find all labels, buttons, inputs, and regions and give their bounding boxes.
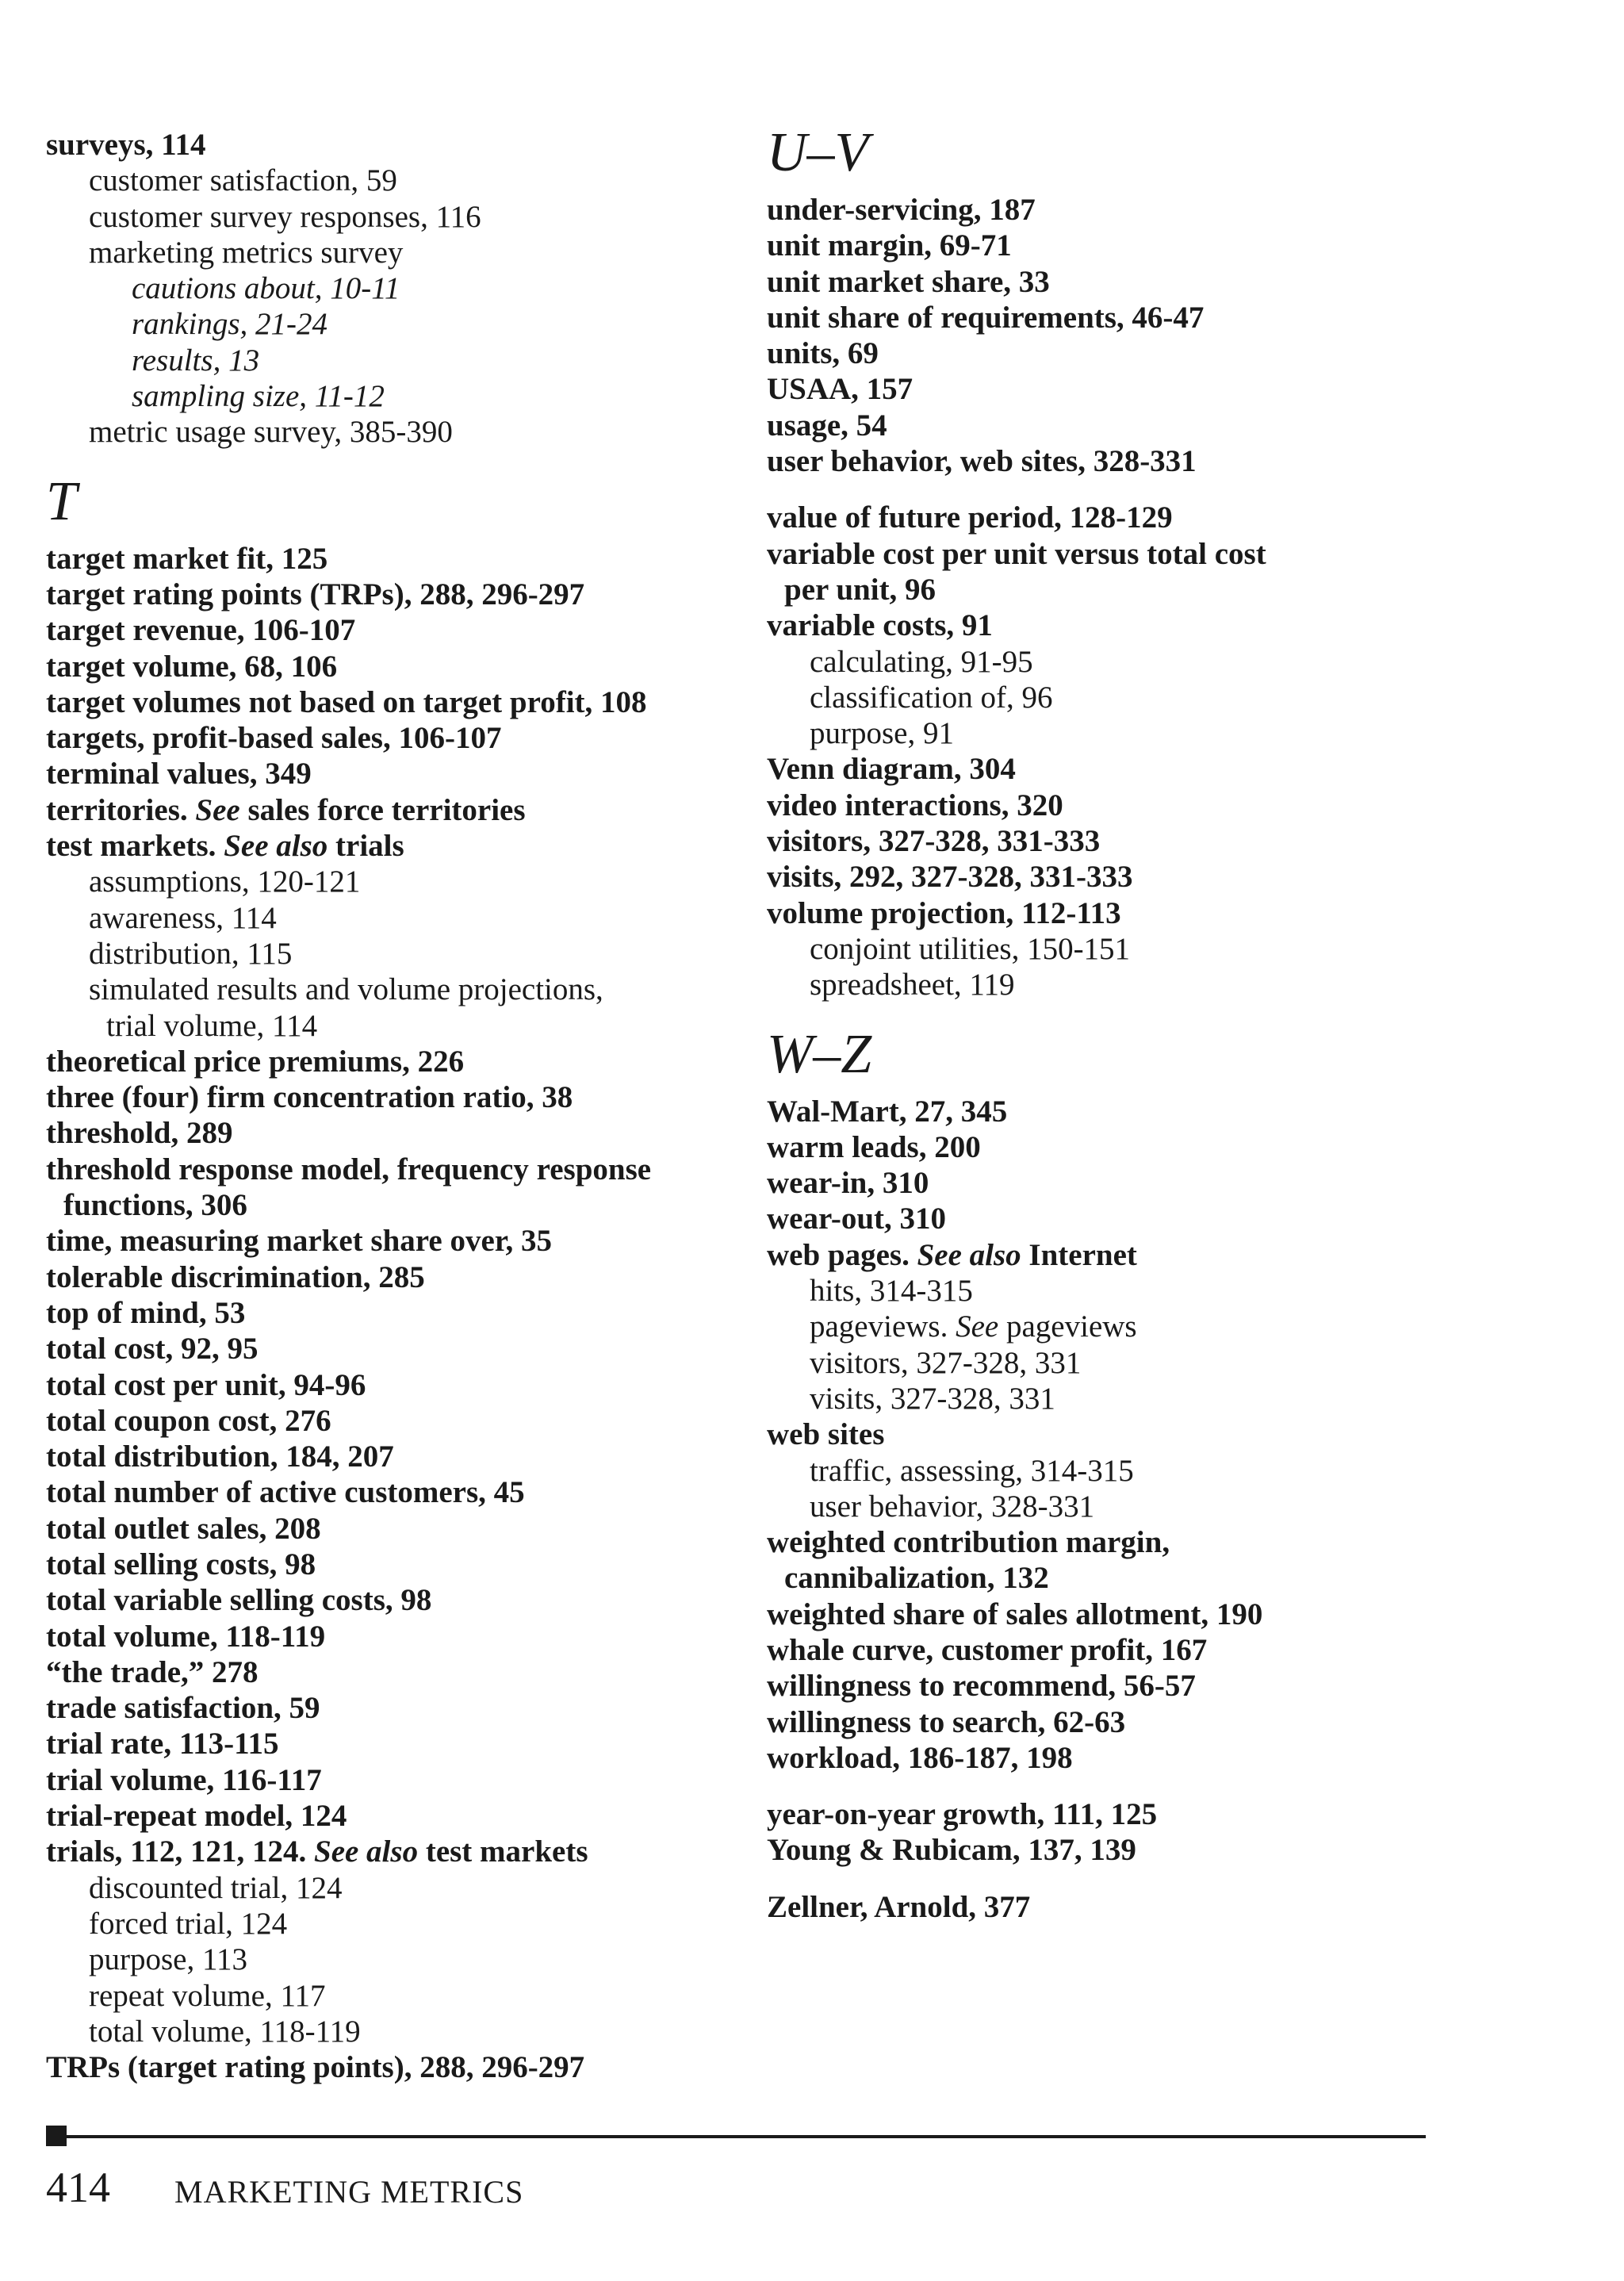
- index-subentry: customer survey responses, 116: [89, 199, 481, 234]
- index-entry: target revenue, 106-107: [46, 613, 356, 648]
- entry-text: test markets.: [46, 829, 224, 864]
- index-entry: willingness to recommend, 56-57: [767, 1669, 1196, 1704]
- see-reference: See also: [314, 1834, 419, 1869]
- index-subentry: purpose, 91: [810, 716, 954, 751]
- index-subentry: classification of, 96: [810, 680, 1053, 715]
- index-entry: target volume, 68, 106: [46, 649, 338, 684]
- index-entry: units, 69: [767, 336, 879, 371]
- index-entry: target volumes not based on target profit, 108: [46, 684, 647, 719]
- index-entry: targets, profit-based sales, 106-107: [46, 721, 502, 756]
- index-entry: time, measuring market share over, 35: [46, 1224, 552, 1259]
- see-target: trials: [327, 829, 404, 864]
- index-subentry: hits, 314-315: [810, 1274, 973, 1309]
- index-entry: user behavior, web sites, 328-331: [767, 444, 1197, 479]
- index-entry: cannibalization, 132: [784, 1561, 1049, 1596]
- index-entry: unit margin, 69-71: [767, 228, 1012, 263]
- entry-group-gap: [767, 479, 1465, 500]
- index-entry: unit share of requirements, 46-47: [767, 300, 1205, 335]
- index-subentry: calculating, 91-95: [810, 644, 1033, 679]
- index-entry: volume projection, 112-113: [767, 895, 1121, 930]
- index-subentry: user behavior, 328-331: [810, 1489, 1095, 1524]
- index-entry: web sites: [767, 1417, 885, 1452]
- entry-text: pageviews.: [810, 1309, 956, 1344]
- index-entry: usage, 54: [767, 408, 887, 443]
- index-subentry: trial volume, 114: [106, 1008, 318, 1043]
- running-title: MARKETING METRICS: [174, 2174, 524, 2210]
- index-entry: willingness to search, 62-63: [767, 1704, 1126, 1739]
- index-entry: Zellner, Arnold, 377: [767, 1889, 1031, 1924]
- index-subentry: distribution, 115: [89, 936, 293, 971]
- index-entry: value of future period, 128-129: [767, 500, 1173, 535]
- index-entry: total cost, 92, 95: [46, 1332, 259, 1367]
- index-entry: trial rate, 113-115: [46, 1727, 279, 1762]
- entry-text: web pages.: [767, 1237, 917, 1272]
- section-letter-heading: U–V: [767, 122, 869, 183]
- index-entry: target market fit, 125: [46, 541, 328, 576]
- footer-rule: [46, 2135, 1426, 2138]
- index-entry: visitors, 327-328, 331-333: [767, 824, 1101, 859]
- index-entry: functions, 306: [63, 1188, 247, 1223]
- index-subentry: spreadsheet, 119: [810, 968, 1015, 1002]
- index-entry: weighted contribution margin,: [767, 1525, 1170, 1560]
- index-subentry: visits, 327-328, 331: [810, 1381, 1055, 1416]
- index-subentry: [767, 1309, 1465, 1344]
- index-entry: total variable selling costs, 98: [46, 1583, 432, 1618]
- page-number: 414: [46, 2164, 110, 2211]
- index-subsubentry: sampling size, 11-12: [132, 379, 385, 414]
- entry-group-gap: [767, 1776, 1465, 1796]
- index-entry: threshold, 289: [46, 1116, 233, 1151]
- index-entry: three (four) firm concentration ratio, 38: [46, 1080, 573, 1115]
- index-subentry: forced trial, 124: [89, 1906, 288, 1941]
- index-entry: video interactions, 320: [767, 788, 1063, 822]
- index-subentry: metric usage survey, 385-390: [89, 415, 453, 450]
- see-target: test markets: [418, 1834, 588, 1869]
- see-reference: See also: [224, 829, 328, 864]
- index-entry: workload, 186-187, 198: [767, 1740, 1073, 1775]
- see-reference: See: [956, 1309, 999, 1344]
- index-entry: wear-in, 310: [767, 1166, 929, 1201]
- index-subentry: repeat volume, 117: [89, 1978, 326, 2013]
- index-entry: [46, 1834, 744, 1869]
- index-entry: “the trade,” 278: [46, 1654, 259, 1689]
- index-subentry: total volume, 118-119: [89, 2014, 361, 2049]
- index-entry: total cost per unit, 94-96: [46, 1367, 366, 1402]
- index-subentry: customer satisfaction, 59: [89, 163, 397, 198]
- index-subentry: marketing metrics survey: [89, 235, 404, 270]
- index-entry: per unit, 96: [784, 572, 936, 607]
- index-entry: variable costs, 91: [767, 608, 993, 643]
- entry-text: trials, 112, 121, 124.: [46, 1834, 314, 1869]
- index-entry: trial-repeat model, 124: [46, 1799, 347, 1834]
- index-subentry: purpose, 113: [89, 1942, 248, 1977]
- index-entry: warm leads, 200: [767, 1129, 981, 1164]
- see-target: sales force territories: [239, 792, 526, 827]
- index-subsubentry: rankings, 21-24: [132, 307, 327, 342]
- index-entry: tolerable discrimination, 285: [46, 1259, 425, 1294]
- index-subentry: traffic, assessing, 314-315: [810, 1453, 1134, 1488]
- index-column-left: [46, 127, 744, 2085]
- index-entry: target rating points (TRPs), 288, 296-297: [46, 577, 585, 611]
- index-entry: theoretical price premiums, 226: [46, 1044, 465, 1079]
- index-entry: whale curve, customer profit, 167: [767, 1632, 1208, 1667]
- index-entry: total outlet sales, 208: [46, 1511, 321, 1546]
- index-entry: total coupon cost, 276: [46, 1403, 331, 1438]
- index-entry: trade satisfaction, 59: [46, 1691, 320, 1726]
- index-column-right: [767, 122, 1465, 1925]
- index-entry: wear-out, 310: [767, 1202, 947, 1236]
- index-entry: Young & Rubicam, 137, 139: [767, 1833, 1136, 1868]
- index-entry: [767, 1237, 1465, 1273]
- index-entry: visits, 292, 327-328, 331-333: [767, 860, 1133, 895]
- index-entry: Venn diagram, 304: [767, 752, 1016, 787]
- index-entry: under-servicing, 187: [767, 193, 1036, 227]
- entry-text: territories.: [46, 792, 196, 827]
- index-entry: total number of active customers, 45: [46, 1475, 525, 1510]
- index-entry: variable cost per unit versus total cost: [767, 536, 1266, 571]
- index-subsubentry: cautions about, 10-11: [132, 271, 400, 306]
- index-entry: weighted share of sales allotment, 190: [767, 1597, 1263, 1631]
- index-entry: USAA, 157: [767, 372, 914, 407]
- index-entry: [46, 828, 744, 864]
- index-subentry: simulated results and volume projections,: [89, 972, 603, 1007]
- index-subentry: awareness, 114: [89, 900, 277, 935]
- index-entry: terminal values, 349: [46, 757, 312, 792]
- index-entry: Wal-Mart, 27, 345: [767, 1094, 1008, 1129]
- section-letter-heading: W–Z: [767, 1023, 872, 1085]
- see-reference: See also: [917, 1237, 1021, 1272]
- index-subentry: assumptions, 120-121: [89, 864, 361, 899]
- index-subsubentry: results, 13: [132, 343, 260, 378]
- index-entry: total selling costs, 98: [46, 1547, 316, 1581]
- see-target: Internet: [1021, 1237, 1137, 1272]
- index-entry: total distribution, 184, 207: [46, 1440, 394, 1474]
- index-entry: surveys, 114: [46, 128, 206, 162]
- index-entry: top of mind, 53: [46, 1295, 246, 1330]
- entry-group-gap: [767, 1869, 1465, 1889]
- index-subentry: visitors, 327-328, 331: [810, 1345, 1082, 1380]
- index-entry: unit market share, 33: [767, 264, 1050, 299]
- index-entry: total volume, 118-119: [46, 1619, 326, 1654]
- section-letter-heading: T: [46, 470, 77, 532]
- index-entry: threshold response model, frequency response: [46, 1152, 652, 1187]
- index-entry: year-on-year growth, 111, 125: [767, 1797, 1158, 1832]
- index-entry: TRPs (target rating points), 288, 296-297: [46, 2050, 585, 2085]
- index-subentry: conjoint utilities, 150-151: [810, 931, 1131, 966]
- index-entry: trial volume, 116-117: [46, 1762, 322, 1797]
- see-target: pageviews: [998, 1309, 1137, 1344]
- see-reference: See: [195, 792, 240, 827]
- index-subentry: discounted trial, 124: [89, 1870, 343, 1905]
- index-entry: [46, 792, 744, 828]
